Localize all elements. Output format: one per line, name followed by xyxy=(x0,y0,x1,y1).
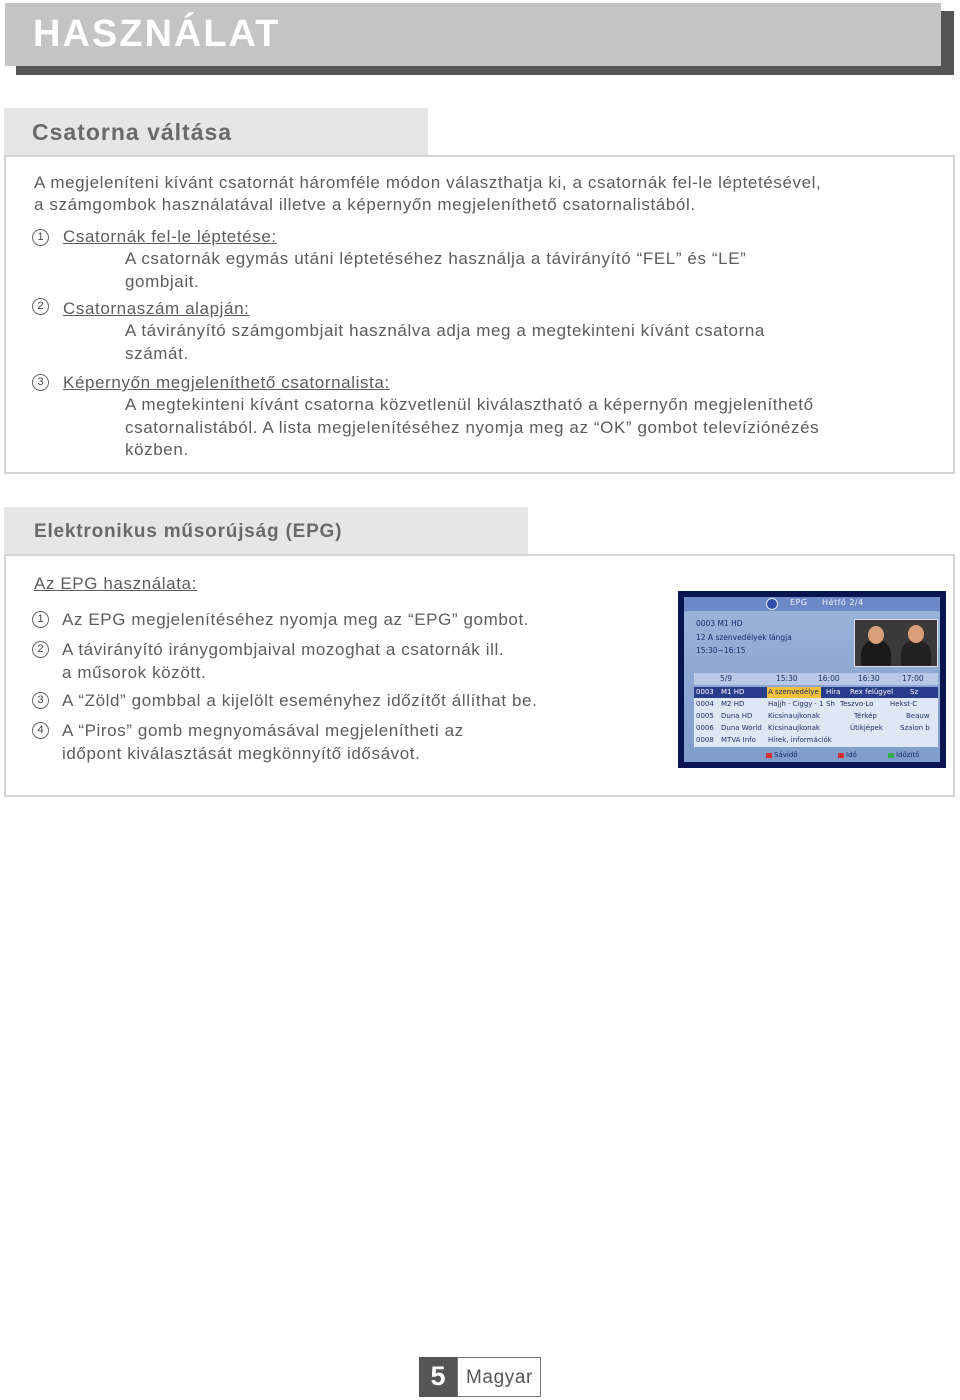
item-text: A csatornák egymás utáni léptetéséhez használja a távirányító “FEL” és “LE” xyxy=(125,249,747,268)
epg-cell: Kicsinaujkonak xyxy=(768,724,820,732)
globe-icon xyxy=(766,598,778,610)
item-text: Az EPG megjelenítéséhez nyomja meg az “EPG” gombot. xyxy=(62,610,530,629)
epg-row[interactable] xyxy=(694,723,938,734)
epg-cell: Sz xyxy=(910,688,919,696)
epg-time: 16:30 xyxy=(858,674,880,683)
epg-row-name: M2 HD xyxy=(721,700,745,708)
page-number: 5 xyxy=(430,1361,446,1391)
item-text: A távirányító számgombjait használva adja meg a megtekinteni kívánt csatorna xyxy=(125,321,765,340)
epg-cell: Teszvo·Lo xyxy=(840,700,874,708)
epg-screenshot xyxy=(678,591,946,768)
epg-cell: Sh xyxy=(826,700,835,708)
epg-title-bar xyxy=(684,597,940,611)
epg-row-num: 0003 xyxy=(696,688,714,696)
epg-subheading: Az EPG használata: xyxy=(34,574,197,593)
epg-row-num: 0006 xyxy=(696,724,714,732)
epg-row[interactable] xyxy=(694,687,938,698)
language-box xyxy=(457,1357,541,1397)
epg-cell: Beauw xyxy=(906,712,930,720)
epg-row-name: Duna HD xyxy=(721,712,753,720)
item-heading: Csatornák fel-le léptetése: xyxy=(63,227,277,246)
epg-row-num: 0008 xyxy=(696,736,714,744)
number-circle-icon: 3 xyxy=(32,692,49,709)
item-text: számát. xyxy=(125,344,189,363)
item-heading: Csatornaszám alapján: xyxy=(63,299,250,318)
epg-grid xyxy=(694,687,938,747)
item-text: csatornalistából. A lista megjelenítéséhez nyomja meg az “OK” gombot televíziónézés xyxy=(125,418,820,437)
green-button-icon xyxy=(888,753,894,758)
item-heading: Képernyőn megjeleníthető csatornalista: xyxy=(63,373,390,392)
number-circle-icon: 3 xyxy=(32,374,49,391)
red-button-icon xyxy=(838,753,844,758)
epg-time: 16:00 xyxy=(818,674,840,683)
number-circle-icon: 4 xyxy=(32,722,49,739)
epg-row-name: M1 HD xyxy=(721,688,745,696)
epg-cell: Híra xyxy=(826,688,841,696)
intro-line: A megjeleníteni kívánt csatornát háromféle módon választhatja ki, a csatornák fel-le léptetésével, xyxy=(34,173,822,192)
epg-time: 5/9 xyxy=(720,674,733,683)
item-text: a műsorok között. xyxy=(62,663,207,682)
epg-cell: Hekst·C xyxy=(890,700,918,708)
epg-preview-image xyxy=(854,619,938,667)
epg-time-header xyxy=(694,673,938,685)
epg-row-num: 0004 xyxy=(696,700,714,708)
section-title: Elektronikus műsorújság (EPG) xyxy=(34,521,343,542)
epg-row[interactable] xyxy=(694,711,938,722)
epg-row[interactable] xyxy=(694,735,938,746)
epg-time: 15:30 xyxy=(776,674,798,683)
page-number-box xyxy=(419,1357,457,1397)
item-text: A távirányító iránygombjaival mozoghat a csatornák ill. xyxy=(62,640,505,659)
epg-channel: 0003 M1 HD xyxy=(696,619,743,628)
section-tab-epg xyxy=(4,507,528,554)
intro-line: a számgombok használatával illetve a képernyőn megjeleníthető csatornalistából. xyxy=(34,195,696,214)
epg-footer-range: Sávidő xyxy=(774,751,798,759)
epg-screen xyxy=(684,597,940,762)
number-circle-icon: 1 xyxy=(32,611,49,628)
epg-row[interactable] xyxy=(694,699,938,710)
item-text: időpont kiválasztását megkönnyítő idősávot. xyxy=(62,744,421,763)
epg-time: 17:00 xyxy=(902,674,924,683)
epg-cell: Hírek, információk xyxy=(768,736,832,744)
epg-row-name: Duna World xyxy=(721,724,762,732)
language-label: Magyar xyxy=(466,1367,533,1388)
section-title: Csatorna váltása xyxy=(32,119,233,145)
epg-cell: Útikjépek xyxy=(850,724,883,732)
number-circle-icon: 2 xyxy=(32,641,49,658)
epg-row-name: MTVA Info xyxy=(721,736,756,744)
section-tab-channel-switch xyxy=(4,108,428,155)
epg-cell: A szenvedélye xyxy=(768,688,819,696)
epg-cell: Szalon b xyxy=(900,724,930,732)
epg-footer xyxy=(694,750,938,761)
epg-row-num: 0005 xyxy=(696,712,714,720)
item-text: gombjait. xyxy=(125,272,200,291)
epg-title: EPG xyxy=(790,598,808,607)
header-bar xyxy=(5,3,941,66)
epg-cell: Térkép xyxy=(854,712,877,720)
epg-program: 12 A szenvedélyek lángja xyxy=(696,633,792,642)
item-text: A “Zöld” gombbal a kijelölt eseményhez időzítőt állíthat be. xyxy=(62,691,538,710)
number-circle-icon: 2 xyxy=(32,298,49,315)
epg-cell: Kicsinaujkonak xyxy=(768,712,820,720)
epg-program-time: 15:30~16:15 xyxy=(696,646,746,655)
item-text: A megtekinteni kívánt csatorna közvetlenül kiválasztható a képernyőn megjeleníthető xyxy=(125,395,814,414)
item-text: A “Piros” gomb megnyomásával megjelenítheti az xyxy=(62,721,464,740)
number-circle-icon: 1 xyxy=(32,229,49,246)
red-button-icon xyxy=(766,753,772,758)
item-text: közben. xyxy=(125,440,189,459)
epg-cell: Rex felügyel xyxy=(850,688,894,696)
page-title: HASZNÁLAT xyxy=(33,13,281,55)
epg-date: Hétfő 2/4 xyxy=(822,598,864,607)
epg-footer-info: Idő xyxy=(846,751,857,759)
epg-footer-timer: Időzítő xyxy=(896,751,920,759)
epg-cell: Hajjh · Ciggy · 1 xyxy=(768,700,824,708)
